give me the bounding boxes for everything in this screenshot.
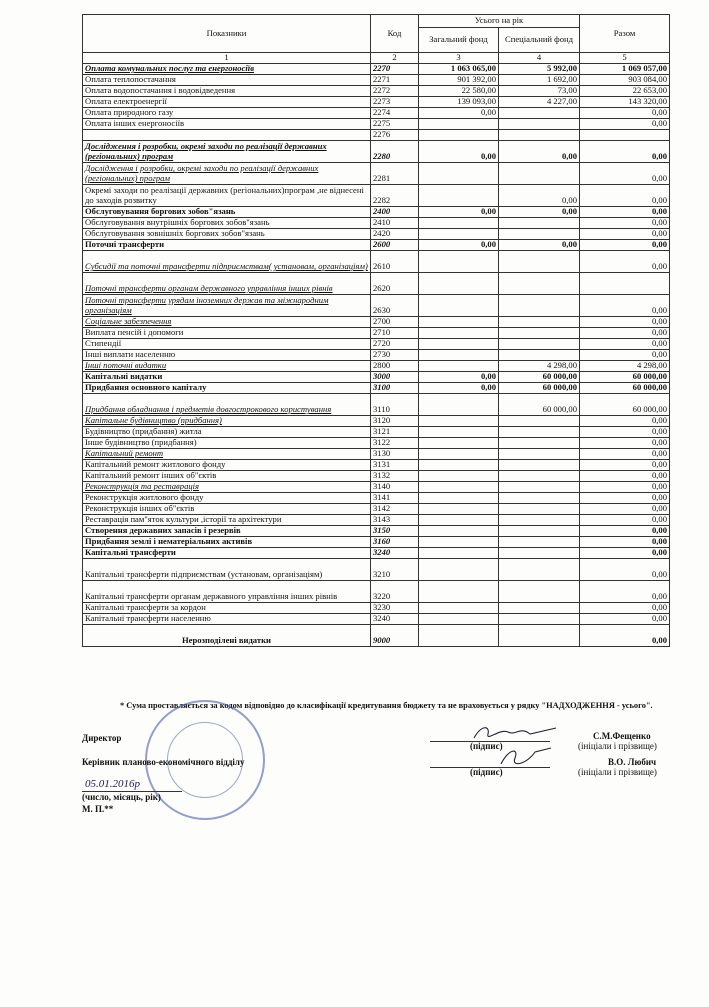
row-total: 0,00 bbox=[580, 613, 670, 624]
row-code: 3220 bbox=[371, 580, 419, 602]
row-total: 0,00 bbox=[580, 250, 670, 272]
table-row bbox=[83, 239, 670, 250]
table-row bbox=[83, 448, 670, 459]
table-row bbox=[83, 481, 670, 492]
row-special-fund bbox=[499, 426, 580, 437]
row-label: Реставрація пам"яток культури ,історії та архітектури bbox=[83, 514, 371, 525]
row-general-fund bbox=[419, 129, 499, 140]
director-name: С.М.Фещенко bbox=[593, 731, 651, 741]
row-special-fund bbox=[499, 217, 580, 228]
row-special-fund: 73,00 bbox=[499, 85, 580, 96]
row-general-fund: 1 063 065,00 bbox=[419, 63, 499, 74]
row-label: Придбання основного капіталу bbox=[83, 382, 371, 393]
total-year-header: Усього на рік bbox=[419, 15, 580, 28]
row-special-fund bbox=[499, 294, 580, 316]
col-number: 2 bbox=[371, 53, 419, 64]
row-label: Окремі заходи по реалізації державних (регіональних)програм ,не віднесені до заходів розвитку bbox=[83, 184, 371, 206]
row-general-fund bbox=[419, 272, 499, 294]
row-code: 3142 bbox=[371, 503, 419, 514]
row-code: 2610 bbox=[371, 250, 419, 272]
row-special-fund bbox=[499, 162, 580, 184]
table-row bbox=[83, 360, 670, 371]
row-special-fund bbox=[499, 492, 580, 503]
seal-place: М. П.** bbox=[82, 804, 114, 814]
row-general-fund: 901 392,00 bbox=[419, 74, 499, 85]
row-label: Реконструкція інших об"єктів bbox=[83, 503, 371, 514]
date-value: 05.01.2016р bbox=[85, 778, 140, 790]
row-general-fund bbox=[419, 162, 499, 184]
row-total: 0,00 bbox=[580, 558, 670, 580]
row-total: 4 298,00 bbox=[580, 360, 670, 371]
row-general-fund bbox=[419, 481, 499, 492]
row-general-fund: 0,00 bbox=[419, 206, 499, 217]
row-general-fund bbox=[419, 415, 499, 426]
row-general-fund bbox=[419, 294, 499, 316]
row-general-fund bbox=[419, 360, 499, 371]
table-row bbox=[83, 85, 670, 96]
row-general-fund bbox=[419, 514, 499, 525]
row-label: Поточні трансферти урядам іноземних держав та міжнародним організаціям bbox=[83, 294, 371, 316]
row-code: 2280 bbox=[371, 140, 419, 162]
row-label: Капітальні трансферти bbox=[83, 547, 371, 558]
row-general-fund bbox=[419, 250, 499, 272]
row-total: 0,00 bbox=[580, 514, 670, 525]
row-code: 3240 bbox=[371, 547, 419, 558]
row-special-fund bbox=[499, 514, 580, 525]
row-code: 2720 bbox=[371, 338, 419, 349]
row-general-fund bbox=[419, 184, 499, 206]
row-label: Субсидії та поточні трансферти підприємствам( установам, організаціям) bbox=[83, 250, 371, 272]
row-total: 0,00 bbox=[580, 525, 670, 536]
director-name-caption: (ініціали і прізвище) bbox=[578, 741, 657, 751]
row-special-fund bbox=[499, 437, 580, 448]
head-name: В.О. Любич bbox=[608, 757, 657, 767]
row-general-fund bbox=[419, 602, 499, 613]
row-special-fund: 0,00 bbox=[499, 140, 580, 162]
table-row bbox=[83, 525, 670, 536]
special-fund-header: Спеціальний фонд bbox=[499, 28, 580, 53]
row-general-fund bbox=[419, 327, 499, 338]
row-total: 0,00 bbox=[580, 107, 670, 118]
row-total: 0,00 bbox=[580, 503, 670, 514]
row-label: Придбання землі і нематеріальних активів bbox=[83, 536, 371, 547]
row-general-fund bbox=[419, 503, 499, 514]
row-code: 2800 bbox=[371, 360, 419, 371]
row-special-fund bbox=[499, 415, 580, 426]
row-label: Створення державних запасів і резервів bbox=[83, 525, 371, 536]
table-row bbox=[83, 316, 670, 327]
row-total: 0,00 bbox=[580, 437, 670, 448]
row-code: 3240 bbox=[371, 613, 419, 624]
row-total: 0,00 bbox=[580, 547, 670, 558]
row-total: 0,00 bbox=[580, 228, 670, 239]
col-number: 4 bbox=[499, 53, 580, 64]
head-sign-caption: (підпис) bbox=[470, 767, 503, 777]
row-total: 0,00 bbox=[580, 580, 670, 602]
row-total: 0,00 bbox=[580, 624, 670, 646]
row-general-fund: 0,00 bbox=[419, 382, 499, 393]
row-code: 2630 bbox=[371, 294, 419, 316]
row-label: Капітальні трансферти органам державного управління інших рівнів bbox=[83, 580, 371, 602]
row-label: Інші виплати населенню bbox=[83, 349, 371, 360]
table-body bbox=[83, 63, 670, 646]
table-row bbox=[83, 558, 670, 580]
row-special-fund bbox=[499, 107, 580, 118]
row-special-fund bbox=[499, 228, 580, 239]
row-total: 0,00 bbox=[580, 184, 670, 206]
row-special-fund bbox=[499, 327, 580, 338]
table-row bbox=[83, 613, 670, 624]
table-row bbox=[83, 184, 670, 206]
row-code: 3143 bbox=[371, 514, 419, 525]
table-row bbox=[83, 547, 670, 558]
indicators-header: Показники bbox=[83, 15, 371, 53]
row-label: Поточні трансферти bbox=[83, 239, 371, 250]
row-general-fund bbox=[419, 217, 499, 228]
row-label: Придбання обладнання і предметів довгострокового користування bbox=[83, 393, 371, 415]
row-total: 0,00 bbox=[580, 140, 670, 162]
row-total: 0,00 bbox=[580, 118, 670, 129]
row-code: 2274 bbox=[371, 107, 419, 118]
row-special-fund bbox=[499, 349, 580, 360]
row-code: 3230 bbox=[371, 602, 419, 613]
row-general-fund: 0,00 bbox=[419, 107, 499, 118]
row-total: 0,00 bbox=[580, 426, 670, 437]
row-label: Оплата інших енергоносіїв bbox=[83, 118, 371, 129]
row-special-fund bbox=[499, 470, 580, 481]
row-code: 2400 bbox=[371, 206, 419, 217]
row-code: 3122 bbox=[371, 437, 419, 448]
row-special-fund bbox=[499, 459, 580, 470]
row-special-fund bbox=[499, 602, 580, 613]
row-special-fund bbox=[499, 338, 580, 349]
row-general-fund bbox=[419, 437, 499, 448]
row-special-fund bbox=[499, 525, 580, 536]
row-special-fund: 60 000,00 bbox=[499, 382, 580, 393]
table-row bbox=[83, 459, 670, 470]
row-label: Капітальні трансферти підприємствам (установам, організаціям) bbox=[83, 558, 371, 580]
row-code: 2710 bbox=[371, 327, 419, 338]
row-total: 903 084,00 bbox=[580, 74, 670, 85]
table-row bbox=[83, 118, 670, 129]
row-total: 0,00 bbox=[580, 316, 670, 327]
row-label: Дослідження і розробки, окремі заходи по реалізації державних (регіональних) програм bbox=[83, 162, 371, 184]
row-label bbox=[83, 129, 371, 140]
row-general-fund: 0,00 bbox=[419, 371, 499, 382]
table-row bbox=[83, 228, 670, 239]
row-special-fund: 0,00 bbox=[499, 184, 580, 206]
column-number-row bbox=[83, 53, 670, 64]
row-special-fund bbox=[499, 316, 580, 327]
row-label: Оплата комунальних послуг та енергоносіїв bbox=[83, 63, 371, 74]
row-special-fund: 0,00 bbox=[499, 239, 580, 250]
row-total: 0,00 bbox=[580, 492, 670, 503]
row-special-fund: 60 000,00 bbox=[499, 393, 580, 415]
row-code: 2271 bbox=[371, 74, 419, 85]
row-total bbox=[580, 272, 670, 294]
row-code: 3131 bbox=[371, 459, 419, 470]
row-label: Капітальні трансферти за кордон bbox=[83, 602, 371, 613]
table-row bbox=[83, 382, 670, 393]
row-label: Реконструкція та реставрація bbox=[83, 481, 371, 492]
col-number: 3 bbox=[419, 53, 499, 64]
row-general-fund bbox=[419, 470, 499, 481]
row-label: Нерозподілені видатки bbox=[83, 624, 371, 646]
row-total: 0,00 bbox=[580, 448, 670, 459]
row-total: 0,00 bbox=[580, 294, 670, 316]
row-label: Реконструкція житлового фонду bbox=[83, 492, 371, 503]
sum-header: Разом bbox=[580, 15, 670, 53]
row-general-fund bbox=[419, 338, 499, 349]
row-label: Капітальні видатки bbox=[83, 371, 371, 382]
table-row bbox=[83, 393, 670, 415]
table-row bbox=[83, 162, 670, 184]
row-special-fund bbox=[499, 448, 580, 459]
row-special-fund bbox=[499, 547, 580, 558]
table-row bbox=[83, 437, 670, 448]
row-code: 3140 bbox=[371, 481, 419, 492]
row-total: 1 069 057,00 bbox=[580, 63, 670, 74]
date-caption: (число, місяць, рік) bbox=[82, 792, 161, 802]
row-total: 0,00 bbox=[580, 327, 670, 338]
row-special-fund: 5 992,00 bbox=[499, 63, 580, 74]
row-code: 2270 bbox=[371, 63, 419, 74]
row-general-fund: 22 580,00 bbox=[419, 85, 499, 96]
row-code: 9000 bbox=[371, 624, 419, 646]
row-special-fund bbox=[499, 250, 580, 272]
table-row bbox=[83, 272, 670, 294]
row-special-fund: 60 000,00 bbox=[499, 371, 580, 382]
row-general-fund bbox=[419, 448, 499, 459]
row-label: Соціальне забезпечення bbox=[83, 316, 371, 327]
row-code: 2275 bbox=[371, 118, 419, 129]
row-total: 0,00 bbox=[580, 239, 670, 250]
row-code: 2276 bbox=[371, 129, 419, 140]
row-code: 2273 bbox=[371, 96, 419, 107]
row-code: 3121 bbox=[371, 426, 419, 437]
row-code: 3000 bbox=[371, 371, 419, 382]
row-general-fund bbox=[419, 228, 499, 239]
table-row bbox=[83, 206, 670, 217]
row-special-fund: 4 298,00 bbox=[499, 360, 580, 371]
row-code: 3210 bbox=[371, 558, 419, 580]
table-row bbox=[83, 129, 670, 140]
row-code: 3132 bbox=[371, 470, 419, 481]
row-special-fund bbox=[499, 624, 580, 646]
table-row bbox=[83, 415, 670, 426]
row-code: 3100 bbox=[371, 382, 419, 393]
row-code: 3141 bbox=[371, 492, 419, 503]
director-label: Директор bbox=[82, 733, 122, 743]
row-total: 0,00 bbox=[580, 162, 670, 184]
row-label: Інше будівництво (придбання) bbox=[83, 437, 371, 448]
row-total: 0,00 bbox=[580, 602, 670, 613]
row-general-fund bbox=[419, 492, 499, 503]
table-row bbox=[83, 470, 670, 481]
row-general-fund bbox=[419, 536, 499, 547]
table-row bbox=[83, 580, 670, 602]
row-code: 2620 bbox=[371, 272, 419, 294]
row-label: Капітальні трансферти населенню bbox=[83, 613, 371, 624]
row-general-fund bbox=[419, 426, 499, 437]
table-row bbox=[83, 338, 670, 349]
row-special-fund bbox=[499, 558, 580, 580]
row-special-fund: 1 692,00 bbox=[499, 74, 580, 85]
table-row bbox=[83, 217, 670, 228]
row-total: 0,00 bbox=[580, 536, 670, 547]
table-row bbox=[83, 492, 670, 503]
table-row bbox=[83, 63, 670, 74]
row-code: 2272 bbox=[371, 85, 419, 96]
table-row bbox=[83, 349, 670, 360]
row-total bbox=[580, 129, 670, 140]
col-number: 1 bbox=[83, 53, 371, 64]
table-row bbox=[83, 96, 670, 107]
row-total: 0,00 bbox=[580, 470, 670, 481]
row-general-fund: 0,00 bbox=[419, 239, 499, 250]
row-total: 22 653,00 bbox=[580, 85, 670, 96]
row-general-fund: 139 093,00 bbox=[419, 96, 499, 107]
row-label: Будівництво (придбання) житла bbox=[83, 426, 371, 437]
row-general-fund bbox=[419, 349, 499, 360]
row-label: Оплата теплопостачання bbox=[83, 74, 371, 85]
row-total: 0,00 bbox=[580, 415, 670, 426]
row-special-fund bbox=[499, 129, 580, 140]
row-total: 60 000,00 bbox=[580, 382, 670, 393]
row-code: 2282 bbox=[371, 184, 419, 206]
row-label: Поточні трансферти органам державного управління інших рівнів bbox=[83, 272, 371, 294]
table-row bbox=[83, 503, 670, 514]
row-total: 60 000,00 bbox=[580, 371, 670, 382]
row-label: Дослідження і розробки, окремі заходи по реалізації державних (регіональних) програм bbox=[83, 140, 371, 162]
table-row bbox=[83, 536, 670, 547]
row-general-fund bbox=[419, 316, 499, 327]
row-general-fund bbox=[419, 393, 499, 415]
row-code: 3130 bbox=[371, 448, 419, 459]
row-label: Виплата пенсій і допомоги bbox=[83, 327, 371, 338]
row-code: 3120 bbox=[371, 415, 419, 426]
row-general-fund bbox=[419, 580, 499, 602]
row-code: 3160 bbox=[371, 536, 419, 547]
row-label: Капітальне будівництво (придбання) bbox=[83, 415, 371, 426]
row-label: Обслуговування боргових зобов"язань bbox=[83, 206, 371, 217]
row-code: 2410 bbox=[371, 217, 419, 228]
head-label: Керівник планово-економічного відділу bbox=[82, 757, 245, 767]
table-row bbox=[83, 107, 670, 118]
row-general-fund bbox=[419, 624, 499, 646]
table-row bbox=[83, 426, 670, 437]
table-row bbox=[83, 140, 670, 162]
row-general-fund bbox=[419, 459, 499, 470]
row-general-fund bbox=[419, 525, 499, 536]
row-general-fund: 0,00 bbox=[419, 140, 499, 162]
table-row bbox=[83, 250, 670, 272]
row-general-fund bbox=[419, 547, 499, 558]
row-special-fund bbox=[499, 613, 580, 624]
row-code: 2700 bbox=[371, 316, 419, 327]
general-fund-header: Загальний фонд bbox=[419, 28, 499, 53]
row-special-fund: 0,00 bbox=[499, 206, 580, 217]
row-code: 2600 bbox=[371, 239, 419, 250]
footnote: * Сума проставляється за кодом відповідно до класифікації кредитування бюджету та не враховується у рядку "НАДХОДЖЕННЯ - усього". bbox=[120, 701, 653, 710]
code-header: Код bbox=[371, 15, 419, 53]
row-total: 0,00 bbox=[580, 206, 670, 217]
table-row bbox=[83, 624, 670, 646]
row-label: Оплата водопостачання і водовідведення bbox=[83, 85, 371, 96]
row-label: Капітальний ремонт bbox=[83, 448, 371, 459]
row-general-fund bbox=[419, 118, 499, 129]
row-special-fund bbox=[499, 536, 580, 547]
row-code: 2281 bbox=[371, 162, 419, 184]
row-code: 2420 bbox=[371, 228, 419, 239]
row-code: 3110 bbox=[371, 393, 419, 415]
head-name-caption: (ініціали і прізвище) bbox=[578, 767, 657, 777]
row-total: 0,00 bbox=[580, 349, 670, 360]
row-code: 3150 bbox=[371, 525, 419, 536]
row-special-fund bbox=[499, 481, 580, 492]
row-total: 143 320,00 bbox=[580, 96, 670, 107]
row-general-fund bbox=[419, 558, 499, 580]
row-special-fund bbox=[499, 580, 580, 602]
row-special-fund bbox=[499, 272, 580, 294]
table-row bbox=[83, 294, 670, 316]
row-label: Обслуговування зовнішніх боргових зобов"язань bbox=[83, 228, 371, 239]
row-special-fund bbox=[499, 118, 580, 129]
row-total: 0,00 bbox=[580, 481, 670, 492]
table-row bbox=[83, 74, 670, 85]
row-total: 0,00 bbox=[580, 459, 670, 470]
row-total: 60 000,00 bbox=[580, 393, 670, 415]
row-total: 0,00 bbox=[580, 217, 670, 228]
budget-table bbox=[82, 14, 670, 647]
header-row-1 bbox=[83, 15, 670, 28]
row-label: Капітальний ремонт інших об"єктів bbox=[83, 470, 371, 481]
row-special-fund bbox=[499, 503, 580, 514]
row-label: Обслуговування внутрішніх боргових зобов"язань bbox=[83, 217, 371, 228]
row-code: 2730 bbox=[371, 349, 419, 360]
col-number: 5 bbox=[580, 53, 670, 64]
table-row bbox=[83, 602, 670, 613]
table-row bbox=[83, 514, 670, 525]
director-sign-caption: (підпис) bbox=[470, 741, 503, 751]
row-label: Оплата природного газу bbox=[83, 107, 371, 118]
row-special-fund: 4 227,00 bbox=[499, 96, 580, 107]
table-row bbox=[83, 371, 670, 382]
row-general-fund bbox=[419, 613, 499, 624]
row-label: Капітальний ремонт житлового фонду bbox=[83, 459, 371, 470]
table-row bbox=[83, 327, 670, 338]
row-total: 0,00 bbox=[580, 338, 670, 349]
row-label: Інші поточні видатки bbox=[83, 360, 371, 371]
row-label: Оплата електроенергії bbox=[83, 96, 371, 107]
row-label: Стипендії bbox=[83, 338, 371, 349]
